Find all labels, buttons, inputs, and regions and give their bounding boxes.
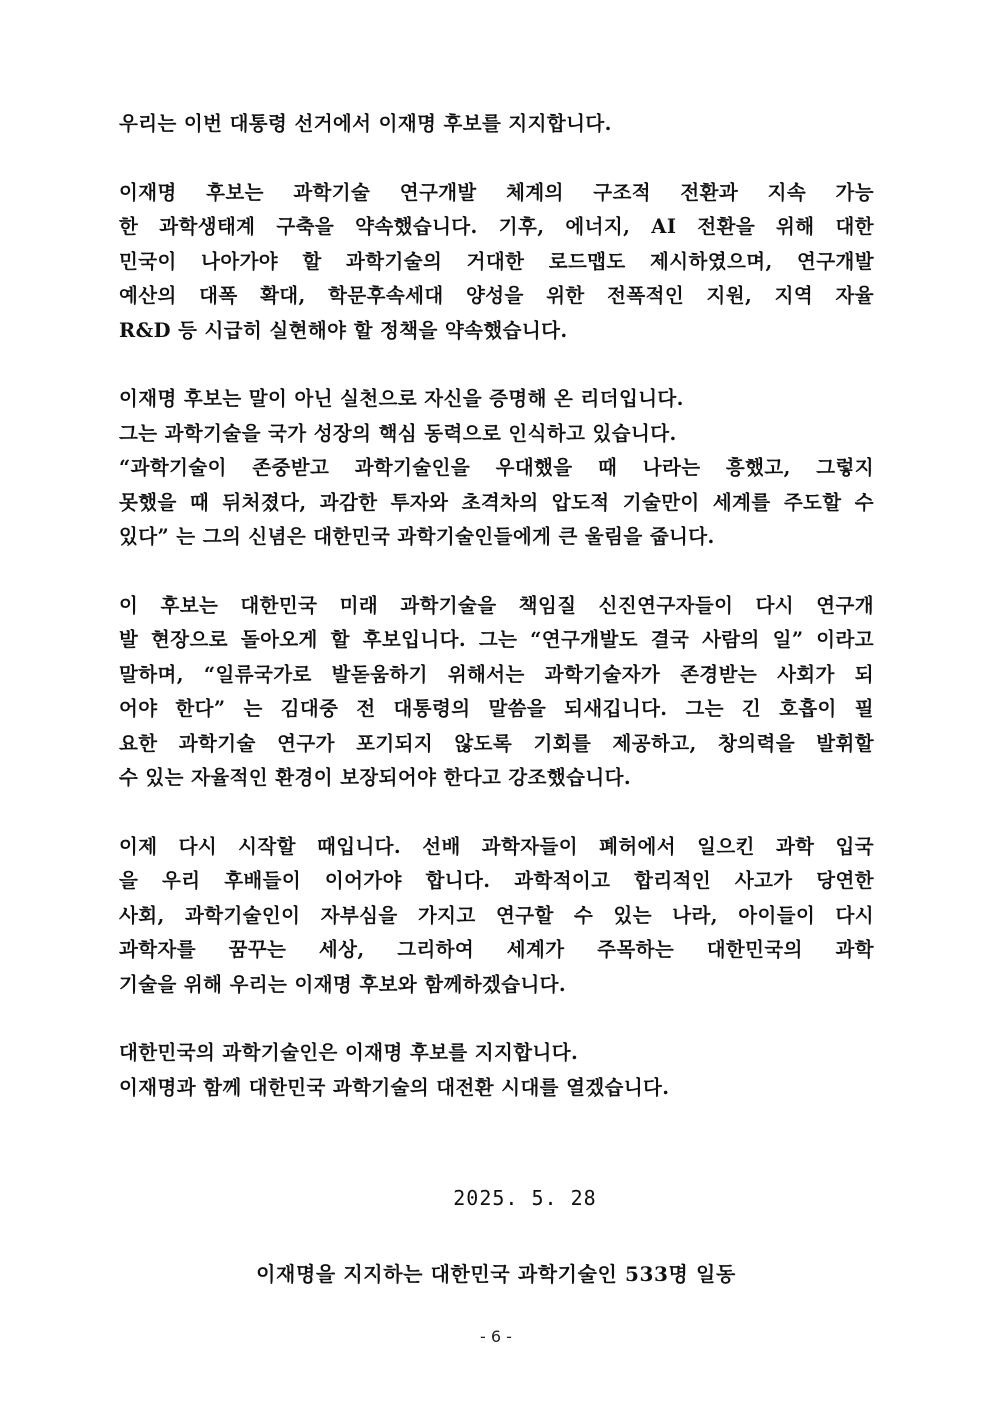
paragraph-researchers bbox=[119, 589, 874, 796]
paragraph-policy bbox=[119, 176, 874, 349]
text-line: 한 과학생태계 구축을 약속했습니다. 기후, 에너지, AI 전환을 위해 대한 bbox=[119, 215, 874, 238]
text-line: 을 우리 후배들이 이어가야 합니다. 과학적이고 합리적인 사고가 당연한 bbox=[119, 869, 874, 892]
text-line: 있다” 는 그의 신념은 대한민국 과학기술인들에게 큰 울림을 줍니다. bbox=[119, 525, 715, 548]
document-body bbox=[119, 107, 874, 1139]
text-line: 이제 다시 시작할 때입니다. 선배 과학자들이 폐허에서 일으킨 과학 입국 bbox=[119, 834, 874, 858]
text-line: 예산의 대폭 확대, 학문후속세대 양성을 위한 전폭적인 지원, 지역 자율 bbox=[119, 284, 874, 307]
text-line: 수 있는 자율적인 환경이 보장되어야 한다고 강조했습니다. bbox=[119, 766, 632, 789]
text-line: 사회, 과학기술인이 자부심을 가지고 연구할 수 있는 나라, 아이들이 다시 bbox=[119, 903, 874, 927]
paragraph-opening bbox=[119, 107, 874, 142]
signature-line: 이재명을 지지하는 대한민국 과학기술인 533명 일동 bbox=[256, 1262, 736, 1286]
text-line: “과학기술이 존중받고 과학기술인을 우대했을 때 나라는 흥했고, 그렇지 bbox=[119, 456, 874, 479]
paragraph-closing bbox=[119, 1036, 874, 1105]
document-date: 2025. 5. 28 bbox=[453, 1186, 597, 1210]
text-line: 과학자를 꿈꾸는 세상, 그리하여 세계가 주목하는 대한민국의 과학 bbox=[119, 938, 874, 961]
text-line: R&D 등 시급히 실현해야 할 정책을 약속했습니다. bbox=[119, 318, 568, 342]
text-line: 발 현장으로 돌아오게 할 후보입니다. 그는 “연구개발도 결국 사람의 일” 이라고 bbox=[119, 628, 874, 651]
paragraph-leadership bbox=[119, 382, 874, 555]
text-line: 어야 한다” 는 김대중 전 대통령의 말씀을 되새깁니다. 그는 긴 호흡이 필 bbox=[119, 697, 874, 720]
text-line: 그는 과학기술을 국가 성장의 핵심 동력으로 인식하고 있습니다. bbox=[119, 421, 677, 445]
text-line: 이재명과 함께 대한민국 과학기술의 대전환 시대를 열겠습니다. bbox=[119, 1075, 670, 1099]
text-line: 이재명 후보는 말이 아닌 실천으로 자신을 증명해 온 리더입니다. bbox=[119, 387, 684, 410]
text-line: 이 후보는 대한민국 미래 과학기술을 책임질 신진연구자들이 다시 연구개 bbox=[119, 593, 874, 617]
text-line: 이재명 후보는 과학기술 연구개발 체계의 구조적 전환과 지속 가능 bbox=[119, 180, 874, 204]
text-line: 우리는 이번 대통령 선거에서 이재명 후보를 지지합니다. bbox=[119, 112, 612, 135]
text-line: 기술을 위해 우리는 이재명 후보와 함께하겠습니다. bbox=[119, 972, 567, 996]
text-line: 대한민국의 과학기술인은 이재명 후보를 지지합니다. bbox=[119, 1041, 579, 1064]
paragraph-future bbox=[119, 830, 874, 1003]
text-line: 요한 과학기술 연구가 포기되지 않도록 기회를 제공하고, 창의력을 발휘할 bbox=[119, 731, 874, 755]
page-number: - 6 - bbox=[480, 1327, 512, 1346]
text-line: 못했을 때 뒤처졌다, 과감한 투자와 초격차의 압도적 기술만이 세계를 주도할 수 bbox=[119, 490, 874, 514]
text-line: 말하며, “일류국가로 발돋움하기 위해서는 과학기술자가 존경받는 사회가 되 bbox=[119, 662, 874, 686]
text-line: 민국이 나아가야 할 과학기술의 거대한 로드맵도 제시하였으며, 연구개발 bbox=[119, 249, 874, 273]
